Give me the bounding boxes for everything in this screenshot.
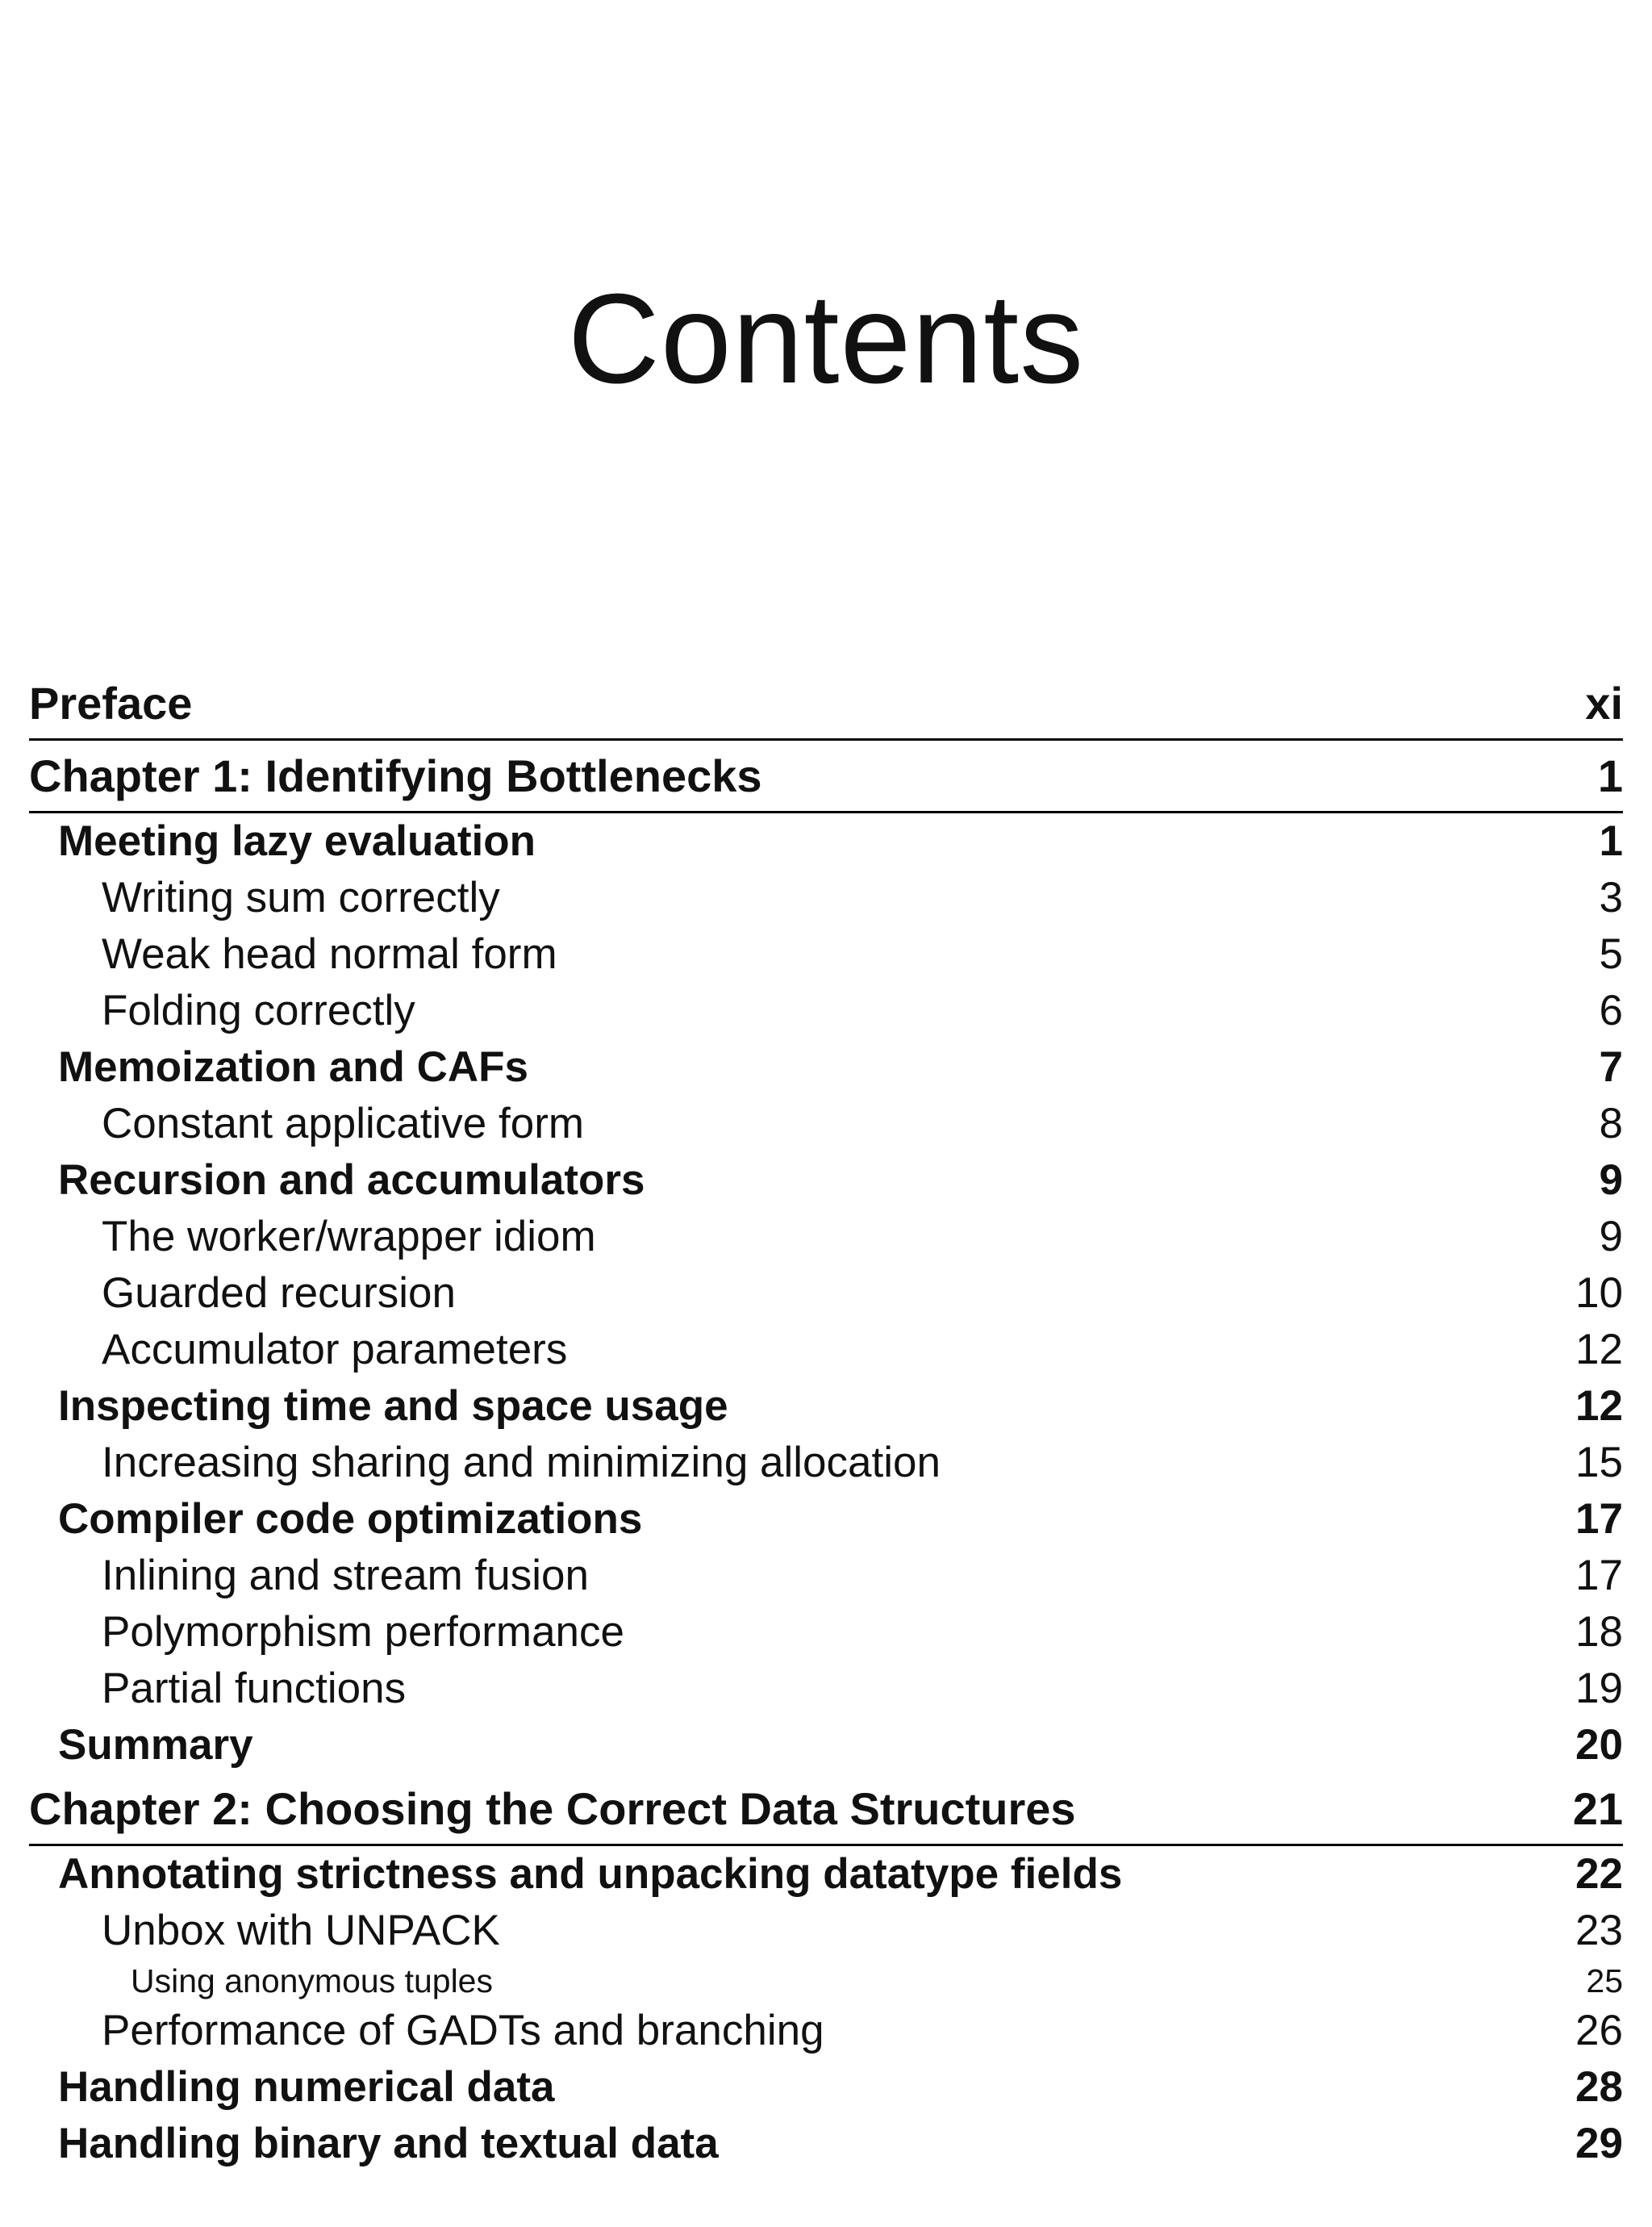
toc-entry-label: Chapter 1: Identifying Bottlenecks (29, 750, 762, 801)
toc-entry-page-number: 7 (1599, 1043, 1623, 1091)
toc-section-entry[interactable] (29, 1717, 1623, 1774)
toc-entry-page-number: 9 (1599, 1156, 1623, 1204)
toc-entry-page-number: 21 (1572, 1783, 1623, 1834)
toc-subsection-entry[interactable] (29, 926, 1623, 983)
toc-entry-label: Preface (29, 678, 193, 729)
toc-subsection-entry[interactable] (29, 1322, 1623, 1378)
toc-entry-page-number: 1 (1597, 750, 1623, 801)
toc-subsection-entry[interactable] (29, 1096, 1623, 1152)
toc-entry-label: Annotating strictness and unpacking datatype fields (58, 1850, 1123, 1898)
toc-entry-label: Polymorphism performance (102, 1608, 625, 1656)
toc-entry-label: Handling numerical data (58, 2063, 555, 2111)
toc-section-entry[interactable] (29, 1491, 1623, 1548)
toc-entry-page-number: 3 (1599, 874, 1623, 921)
toc-chapter-entry[interactable] (29, 668, 1623, 741)
toc-entry-label: Memoization and CAFs (58, 1043, 529, 1091)
toc-subsection-entry[interactable] (29, 1604, 1623, 1661)
toc-entry-label: Accumulator parameters (102, 1326, 568, 1373)
toc-entry-label: Recursion and accumulators (58, 1156, 645, 1204)
toc-subsection-entry[interactable] (29, 1209, 1623, 1265)
page-title: Contents (567, 268, 1085, 410)
toc-subsubsection-entry[interactable] (29, 1959, 1623, 2003)
toc-entry-page-number: 17 (1575, 1552, 1623, 1599)
toc-entry-label: Writing sum correctly (102, 874, 500, 921)
toc-entry-label: Increasing sharing and minimizing allocation (102, 1439, 941, 1486)
toc-entry-page-number: xi (1585, 678, 1623, 729)
toc-entry-label: Performance of GADTs and branching (102, 2007, 824, 2054)
toc-section-entry[interactable] (29, 2059, 1623, 2116)
toc-entry-page-number: 15 (1575, 1439, 1623, 1486)
toc-subsection-entry[interactable] (29, 1435, 1623, 1491)
toc-entry-label: Using anonymous tuples (131, 1962, 493, 1999)
toc-entry-label: Summary (58, 1721, 253, 1769)
toc-entry-label: Guarded recursion (102, 1269, 456, 1317)
toc-entry-page-number: 26 (1575, 2007, 1623, 2054)
toc-entry-page-number: 6 (1599, 987, 1623, 1034)
toc-entry-page-number: 12 (1575, 1326, 1623, 1373)
toc-section-entry[interactable] (29, 2116, 1623, 2172)
toc-entry-page-number: 23 (1575, 1907, 1623, 1954)
toc-section-entry[interactable] (29, 1846, 1623, 1903)
toc-entry-label: Inlining and stream fusion (102, 1552, 589, 1599)
toc-entry-page-number: 19 (1575, 1665, 1623, 1712)
toc-subsection-entry[interactable] (29, 2003, 1623, 2059)
toc-entry-page-number: 9 (1599, 1213, 1623, 1260)
toc-entry-page-number: 5 (1599, 930, 1623, 978)
toc-entry-page-number: 8 (1599, 1100, 1623, 1147)
toc-entry-page-number: 22 (1575, 1850, 1623, 1898)
toc-entry-label: Folding correctly (102, 987, 415, 1034)
toc-entry-label: Partial functions (102, 1665, 407, 1712)
toc-entry-page-number: 17 (1575, 1495, 1623, 1543)
toc-subsection-entry[interactable] (29, 870, 1623, 926)
toc-entry-label: Meeting lazy evaluation (58, 817, 536, 865)
toc-subsection-entry[interactable] (29, 1265, 1623, 1322)
toc-entry-label: Inspecting time and space usage (58, 1382, 728, 1430)
toc-subsection-entry[interactable] (29, 1661, 1623, 1717)
toc-chapter-entry[interactable] (29, 741, 1623, 813)
toc-section-entry[interactable] (29, 813, 1623, 870)
toc-entry-label: Compiler code optimizations (58, 1495, 643, 1543)
toc-entry-page-number: 20 (1575, 1721, 1623, 1769)
toc-entry-label: Unbox with UNPACK (102, 1907, 500, 1954)
toc-entry-label: Chapter 2: Choosing the Correct Data Structures (29, 1783, 1076, 1834)
toc-subsection-entry[interactable] (29, 1548, 1623, 1604)
toc-section-entry[interactable] (29, 1039, 1623, 1096)
toc-entry-page-number: 28 (1575, 2063, 1623, 2111)
toc-entry-page-number: 12 (1575, 1382, 1623, 1430)
toc-entry-label: Handling binary and textual data (58, 2120, 719, 2167)
toc-entry-page-number: 18 (1575, 1608, 1623, 1656)
toc-entry-page-number: 29 (1575, 2120, 1623, 2167)
toc-section-entry[interactable] (29, 1378, 1623, 1435)
toc-entry-label: Constant applicative form (102, 1100, 585, 1147)
toc-subsection-entry[interactable] (29, 983, 1623, 1039)
toc-section-entry[interactable] (29, 1152, 1623, 1209)
toc-entry-page-number: 1 (1599, 817, 1623, 865)
table-of-contents (29, 668, 1623, 2172)
toc-entry-page-number: 25 (1586, 1962, 1623, 1999)
toc-entry-page-number: 10 (1575, 1269, 1623, 1317)
toc-subsection-entry[interactable] (29, 1903, 1623, 1959)
toc-chapter-entry[interactable] (29, 1774, 1623, 1846)
toc-entry-label: The worker/wrapper idiom (102, 1213, 596, 1260)
toc-entry-label: Weak head normal form (102, 930, 557, 978)
